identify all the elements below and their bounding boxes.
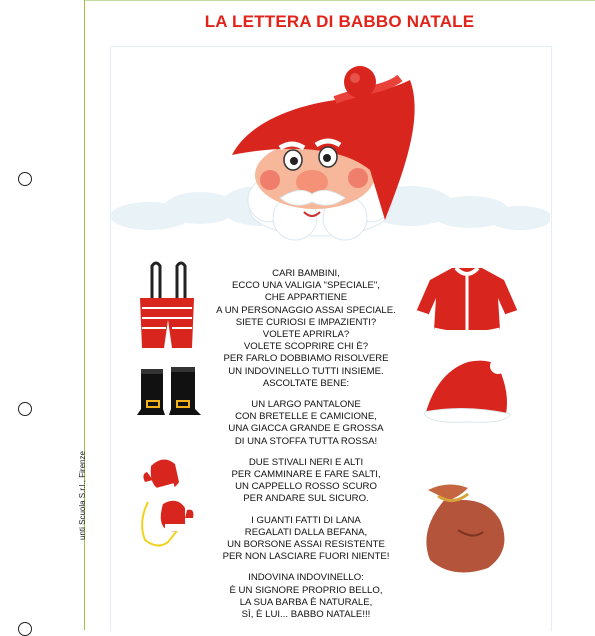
poem-line: VOLETE SCOPRIRE CHI È?: [243, 341, 369, 353]
sack-icon: [408, 470, 518, 580]
poem-line: LA SUA BARBA È NATURALE,: [239, 596, 373, 608]
binder-hole: [18, 402, 32, 416]
poem-line: PER NON LASCIARE FUORI NIENTE!: [222, 551, 390, 563]
poem-stanza: [206, 268, 406, 390]
poem-line: UNA GIACCA GRANDE E GROSSA: [228, 423, 384, 435]
publisher-credit: unti Scuola S.r.l., Firenze: [78, 451, 87, 540]
poem-line: CHE APPARTIENE: [264, 292, 348, 304]
binder-hole: [18, 172, 32, 186]
poem-line: VOLETE APRIRLA?: [262, 329, 350, 341]
poem-text: [206, 268, 406, 630]
poem-stanza: [206, 515, 406, 564]
binder-hole: [18, 622, 32, 636]
poem-line: SÌ, È LUI... BABBO NATALE!!!: [241, 609, 371, 621]
poem-line: PER ANDARE SUL SICURO.: [243, 493, 369, 505]
poem-line: UN INDOVINELLO TUTTI INSIEME.: [228, 365, 384, 377]
poem-line: SIETE CURIOSI E IMPAZIENTI?: [235, 316, 377, 328]
mittens-icon: [133, 452, 203, 552]
poem-line: UN BORSONE ASSAI RESISTENTE: [227, 539, 385, 551]
poem-line: INDOVINA INDOVINELLO:: [248, 572, 364, 584]
poem-line: ASCOLTATE BENE:: [262, 377, 350, 389]
jacket-icon: [412, 260, 522, 340]
pants-with-suspenders-icon: [132, 258, 202, 353]
poem-line: CARI BAMBINI,: [272, 268, 340, 279]
santa-face-icon: [210, 60, 440, 250]
poem-line: DI UNA STOFFA TUTTA ROSSA!: [234, 435, 378, 447]
poem-line: È UN SIGNORE PROPRIO BELLO,: [229, 584, 383, 596]
poem-line: A UN PERSONAGGIO ASSAI SPECIALE.: [216, 304, 396, 316]
poem-line: CON BRETELLE E CAMICIONE,: [235, 411, 377, 423]
boots-icon: [135, 365, 205, 420]
poem-line: REGALATI DALLA BEFANA,: [244, 526, 368, 538]
top-border-line: [84, 0, 595, 1]
poem-line: ECCO UNA VALIGIA "SPECIALE",: [232, 280, 380, 292]
poem-line: I GUANTI FATTI DI LANA: [251, 514, 361, 526]
poem-line: PER FARLO DOBBIAMO RISOLVERE: [223, 353, 389, 365]
poem-stanza: [206, 457, 406, 506]
poem-line: DUE STIVALI NERI E ALTI: [248, 456, 364, 468]
hat-icon: [418, 352, 518, 432]
poem-line: PER CAMMINARE E FARE SALTI,: [231, 469, 381, 481]
poem-stanza: [206, 572, 406, 621]
page-title: LA LETTERA DI BABBO NATALE: [204, 12, 475, 31]
poem-stanza: [206, 399, 406, 448]
poem-line: UN CAPPELLO ROSSO SCURO: [235, 481, 377, 493]
poem-line: UN LARGO PANTALONE: [251, 399, 361, 411]
